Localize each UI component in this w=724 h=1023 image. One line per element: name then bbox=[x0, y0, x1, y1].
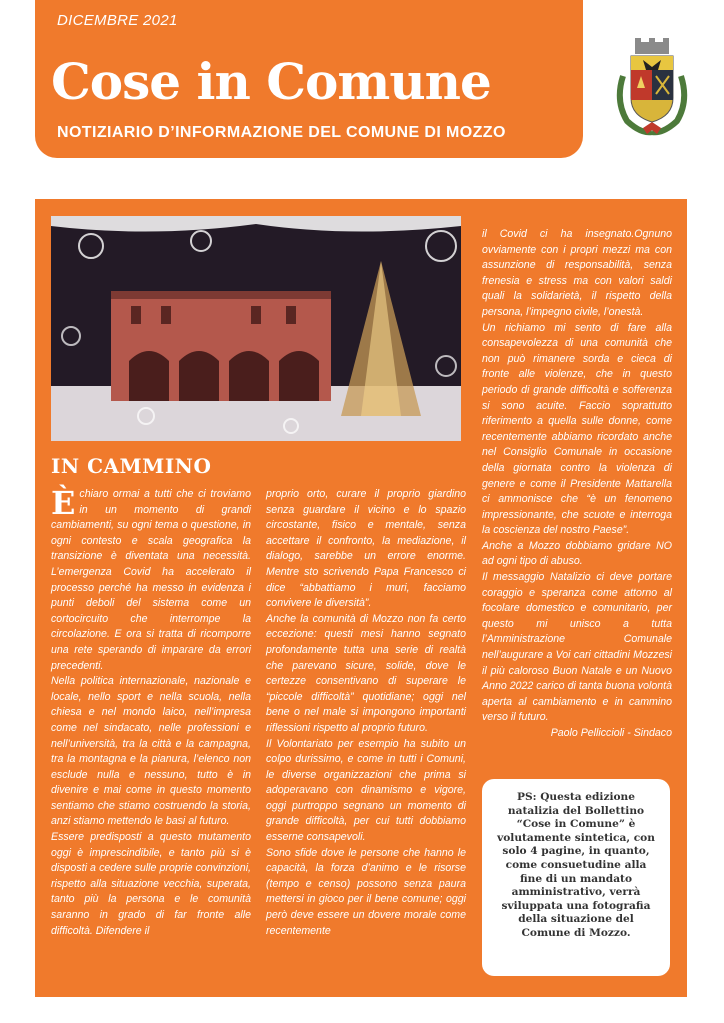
town-hall-photo-icon bbox=[51, 216, 461, 441]
article-column-1 bbox=[51, 484, 251, 939]
postscript-box: PS: Questa edizione natalizia del Bollettino “Cose in Comune” è volutamente sintetica, con solo 4 pagine, in quanto, come consuetudine alla fine di un mandato amministrativo, verrà sviluppata una fotografia della situazione del Comune di Mozzo. bbox=[482, 779, 670, 976]
article-paragraph: Sono sfide dove le persone che hanno le capacità, la forza d’animo e le risorse (tempo e censo) possono senza paura mettersi in gioco per il bene comune; oggi però deve essere un dovere morale come recentemente bbox=[266, 846, 466, 937]
article-paragraph: proprio orto, curare il proprio giardino senza guardare il vicino e lo spazio circostante, fisico e mentale, senza accettare il confronto, la mediazione, il dialogo, sarebbe un errore enorme. Mentre sto scrivendo Papa Francesco ci dice “abbattiamo i muri, facciamo convivere le diversità”. bbox=[266, 488, 466, 610]
article-paragraph: Il messaggio Natalizio ci deve portare coraggio e speranza come attorno al focolare domestico e comunitario, per questo mi unisco a tutta l’Amministrazione Comunale nell’augurare a Voi cari cittadini Mozzesi il più caloroso Buon Natale e un Nuovo Anno 2022 carico di tanta buona volontà aperta al cambiamento e in cammino verso il futuro. bbox=[482, 571, 672, 724]
article-column-3 bbox=[482, 227, 672, 742]
masthead-banner bbox=[35, 0, 583, 158]
article-title: IN CAMMINO bbox=[51, 454, 212, 478]
article-paragraph: il Covid ci ha insegnato.Ognuno ovviamente con i propri mezzi ma con assunzione di responsabilità, senza frenesia e stress ma con valori saldi quali la solidarietà, il rispetto della persona, l’impegno civile, l’onestà. bbox=[482, 228, 672, 318]
article-paragraph: Essere predisposti a questo mutamento oggi è imprescindibile, e tanto più si è disposti a cedere sulle proprie convinzioni, rispetto alla situazione vecchia, superata, tanto più la persona e le comunità saranno in grado di far fronte alle difficoltà. Difendere il bbox=[51, 831, 251, 937]
article-column-2 bbox=[266, 487, 466, 939]
article-paragraph: Anche a Mozzo dobbiamo gridare NO ad ogni tipo di abuso. bbox=[482, 539, 672, 568]
masthead-subtitle: NOTIZIARIO D’INFORMAZIONE DEL COMUNE DI MOZZO bbox=[57, 124, 506, 141]
article-paragraph: Il Volontariato per esempio ha subito un colpo durissimo, e come in tutti i Comuni, le diverse organizzazioni che prima si adoperavano con dinamismo e vigore, oggi purtroppo segnano un momento di grande difficoltà, per cui tutti dobbiamo esserne consapevoli. bbox=[266, 737, 466, 844]
article-paragraph: Un richiamo mi sento di fare alla consapevolezza di una comunità che non può rimanere sorda e cieca di fronte alle violenze, che in questo periodo di grande difficoltà e sofferenza si sono acuite. Faccio soprattutto riferimento a quella sulle donne, come recentemente abbiamo ricordato anche nel Consiglio Comunale in occasione della giornata contro la violenza di genere e come il Presidente Mattarella ci ammonisce che “è un fenomeno impressionante, che scuote e interroga la coscienza del nostro Paese”. bbox=[482, 321, 672, 537]
article-panel bbox=[35, 199, 687, 997]
coat-of-arms-icon bbox=[613, 36, 691, 136]
drop-cap: È bbox=[51, 484, 76, 522]
article-paragraph: Anche la comunità di Mozzo non fa certo eccezione: questi mesi hanno segnato profondamente tutta una serie di realtà che parevano sicure, solide, dove le certezze consentivano di superare le “piccole difficoltà” quotidiane; oggi nel bene o nel male si impongono importanti riflessioni rispetto al proprio futuro. bbox=[266, 612, 466, 734]
article-paragraph: Èchiaro ormai a tutti che ci troviamo in un momento di grandi cambiamenti, su ogni tema o questione, in ogni contesto e scala geografica la transizione è diventata una necessità. L’emergenza Covid ha accelerato il processo perché ha messo in evidenza i punti deboli del sistema come un cortocircuito che interrompe la circolazione. E ora si tratta di ricomporre una rete sperando di imparare da errori precedenti. bbox=[51, 484, 251, 672]
article-paragraph: Nella politica internazionale, nazionale e locale, nello sport e nella scuola, nella chiesa e nel mondo laico, nell’impresa come nel sindacato, nelle professioni e nell’università, tra la città e la campagna, tra la montagna e la pianura, l’elenco non esclude nulla e nessuno, tutto è in divenire e mai come in questo momento sentiamo che stiamo costruendo la storia, anzi stiamo mettendo le basi al futuro. bbox=[51, 675, 251, 828]
masthead-title: Cose in Comune bbox=[51, 52, 491, 111]
article-signature: Paolo Pelliccioli - Sindaco bbox=[550, 727, 672, 739]
issue-date: DICEMBRE 2021 bbox=[57, 12, 178, 29]
